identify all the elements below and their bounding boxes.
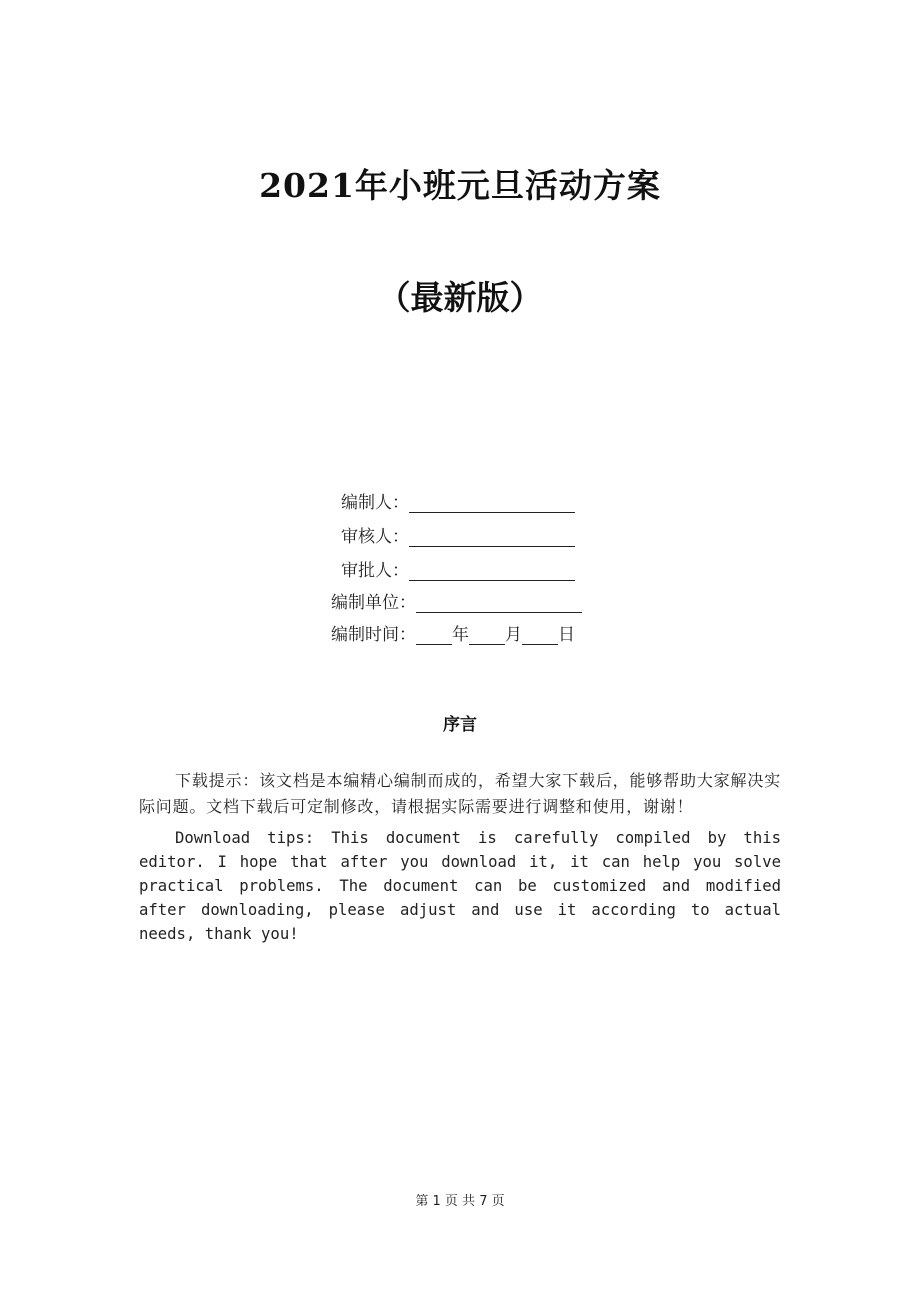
reviewer-row	[341, 522, 575, 547]
editor-row	[341, 488, 575, 513]
preface-en-paragraph: Download tips: This document is carefully compiled by this editor. I hope that after you download it, it can help you solve practical problems. The document can be customized and modified after downloading, please adjust and use it according to actual needs, thank you!	[139, 829, 781, 943]
year-unit: 年	[452, 625, 469, 645]
unit-row	[331, 588, 582, 613]
preface-cn-paragraph: 下载提示：该文档是本编精心编制而成的，希望大家下载后，能够帮助大家解决实际问题。文档下载后可定制修改，请根据实际需要进行调整和使用，谢谢！	[139, 771, 781, 816]
time-row	[331, 620, 575, 645]
approver-blank-line	[409, 562, 575, 581]
preface-heading: 序言	[443, 715, 477, 735]
year-blank-line	[416, 626, 452, 645]
document-title: 2021年小班元旦活动方案	[259, 166, 661, 205]
month-unit: 月	[505, 625, 522, 645]
month-blank-line	[469, 626, 505, 645]
day-unit: 日	[558, 625, 575, 645]
unit-blank-line	[416, 594, 582, 613]
page-indicator: 第 1 页 共 7 页	[415, 1194, 505, 1209]
unit-label: 编制单位：	[331, 593, 416, 613]
document-subtitle: （最新版）	[377, 278, 543, 317]
day-blank-line	[522, 626, 558, 645]
time-label: 编制时间：	[331, 625, 416, 645]
approver-label: 审批人：	[341, 561, 409, 581]
reviewer-blank-line	[409, 528, 575, 547]
reviewer-label: 审核人：	[341, 527, 409, 547]
approver-row	[341, 556, 575, 581]
editor-blank-line	[409, 494, 575, 513]
editor-label: 编制人：	[341, 493, 409, 513]
